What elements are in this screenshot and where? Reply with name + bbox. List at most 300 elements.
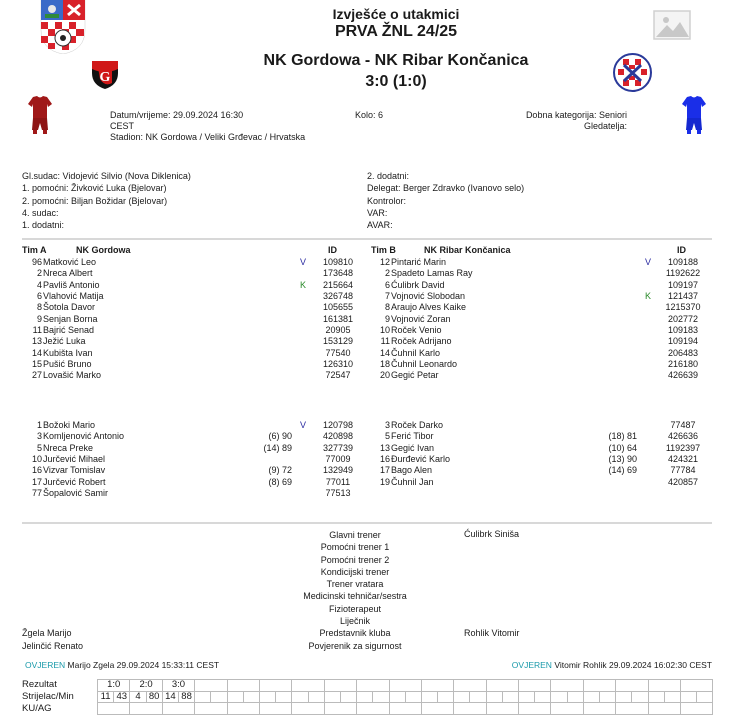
player-name: Božoki Mario [43,420,96,430]
team-b-head-coach: Ćulibrk Siniša [464,529,520,539]
player-id: 420898 [322,431,354,442]
player-row [22,477,362,488]
player-id: 327739 [322,442,354,453]
player-name: Vojnović Slobodan [391,291,466,302]
player-row [370,280,707,291]
player-mark [292,325,314,336]
player-id: 216180 [667,359,699,370]
ku-ag-cell [681,703,713,715]
age-category-block [526,110,627,132]
round: Kolo: 6 [355,110,384,120]
minute-cell [308,691,324,703]
minute-cell [405,691,421,703]
player-row [22,325,362,336]
player-name: Matković Leo [43,257,97,267]
player-mark [292,359,314,370]
scorer-cell [616,691,632,703]
player-name: Gegić Ivan [391,442,435,453]
scorer-cell [681,691,697,703]
player-number: 20 [379,370,390,381]
minute-cell [502,691,518,703]
player-name: Roček Adrijano [391,336,452,347]
team-a-name: NK Gordowa [76,245,131,255]
scorer-cell [292,691,308,703]
player-mark [637,336,659,347]
captain-mark: K [644,291,651,302]
ku-ag-cell [648,703,680,715]
result-cell [389,680,421,692]
substitution-info: (6) 90 [268,431,292,442]
team-b-name: NK Ribar Končanica [424,245,511,255]
minute-cell [535,691,551,703]
scorer-cell [648,691,664,703]
ku-ag-cell [98,703,130,715]
player-name: Senjan Borna [43,313,98,324]
ku-ag-cell [454,703,486,715]
scorer-cell [519,691,535,703]
result-cell [357,680,389,692]
player-number: 8 [384,302,390,313]
player-id: 326748 [322,291,354,302]
player-name: Jurčević Robert [43,476,106,487]
minute-cell [600,691,616,703]
player-number: 14 [31,347,42,358]
substitution-info [242,370,292,381]
player-id: 77513 [325,488,351,499]
ku-ag-cell [292,703,324,715]
scorer-cell: 4 [130,691,146,703]
substitution-info [242,454,292,465]
player-number: 19 [379,476,390,487]
minute-cell [632,691,648,703]
team-a-starters [22,257,362,382]
player-id: 109810 [322,257,354,267]
player-name: Nreca Preke [43,442,94,453]
player-mark [637,431,659,442]
substitution-info [242,488,292,499]
player-name: Kubišta Ivan [43,347,93,358]
player-id: 120798 [322,420,354,430]
player-mark [637,325,659,336]
player-row [22,291,362,302]
verified-by: Vitomir Rohlik 29.09.2024 16:02:30 CEST [554,660,712,670]
verification-right [512,660,712,670]
official-var: VAR: [367,207,388,218]
team-b-id-header: ID [677,245,686,255]
player-name: Vizvar Tomislav [43,465,106,476]
official-delegate: Delegat: Berger Zdravko (Ivanovo selo) [367,183,525,194]
staff-role: Povjerenik za sigurnost [308,640,402,651]
staff-role: Liječnik [339,616,370,627]
player-number: 18 [379,359,390,370]
player-id: 202772 [667,313,699,324]
report-title: Izvješće o utakmici [332,6,460,22]
player-row [370,268,707,279]
player-row [22,280,362,291]
player-row [22,257,362,268]
scorer-cell [421,691,437,703]
player-row [22,488,362,499]
minute-cell [438,691,454,703]
grid-row-ku-ag [98,703,713,715]
result-cell [583,680,615,692]
score-grid-labels [22,679,74,716]
player-row [370,302,707,313]
team-b-label: Tim B [371,245,396,255]
player-row [370,359,707,370]
player-row [22,268,362,279]
row-label-scorer: Strijelac/Min [22,691,74,703]
player-row [22,420,362,431]
substitution-info: (9) 72 [268,465,292,476]
player-name: Pintarić Marin [391,257,447,267]
result-cell [227,680,259,692]
player-row [22,359,362,370]
player-id: 77784 [670,465,696,476]
minute-cell: 88 [178,691,194,703]
minute-cell [243,691,259,703]
player-number: 15 [31,359,42,370]
player-name: Araujo Alves Kaike [391,302,467,313]
goalkeeper-mark: V [299,257,306,267]
row-label-ku-ag: KU/AG [22,703,52,715]
player-id: 77009 [325,454,351,465]
result-cell [616,680,648,692]
player-number: 13 [31,336,42,347]
team-a-club-rep: Žgela Marijo [22,628,72,638]
official-assistant-2: 2. pomoćni: Biljan Božidar (Bjelovar) [22,195,168,206]
player-row [22,314,362,325]
substitution-info [242,336,292,347]
result-cell [292,680,324,692]
player-name: Lovašić Marko [43,370,102,381]
match-title: NK Gordowa - NK Ribar Končanica [263,52,529,69]
substitution-info [587,420,637,431]
result-cell [519,680,551,692]
player-number: 10 [31,454,42,465]
player-number: 9 [384,313,390,324]
ku-ag-cell [519,703,551,715]
player-row [22,370,362,381]
ku-ag-cell [551,703,583,715]
player-name: Pušić Bruno [43,359,92,370]
result-cell [551,680,583,692]
spectators: Gledatelja: [583,121,627,131]
minute-cell [567,691,583,703]
substitution-info: (8) 69 [268,476,292,487]
player-row [22,431,362,442]
scorer-cell [324,691,340,703]
player-mark [292,477,314,488]
scorer-cell [486,691,502,703]
player-row [370,370,707,381]
substitution-info [242,420,292,431]
player-mark [292,291,314,302]
player-id: 132949 [322,465,354,476]
player-number: 10 [379,325,390,336]
substitution-info [587,370,637,381]
scorer-cell [583,691,599,703]
player-number: 27 [31,370,42,381]
result-cell: 2:0 [130,680,162,692]
verified-status: OVJEREN [25,660,66,670]
player-row [370,420,707,431]
grid-row-scorer [98,691,713,703]
scorer-cell [259,691,275,703]
player-number: 2 [36,268,42,279]
player-row [370,325,707,336]
player-id: 173648 [322,268,354,279]
player-number: 16 [31,465,42,476]
ku-ag-cell [130,703,162,715]
player-id: 424321 [667,454,699,465]
player-name: Bago Alen [391,465,433,476]
player-id: 109197 [667,279,699,290]
player-mark [637,348,659,359]
player-name: Vlahović Matija [43,291,104,302]
team-a-subs [22,420,362,499]
team-b-starters [370,257,707,382]
player-id: 105655 [322,302,354,313]
substitution-info [242,268,292,279]
player-number: 6 [36,291,42,302]
staff-role: Pomoćni trener 2 [320,554,390,565]
player-id: 153129 [322,336,354,347]
player-mark [637,314,659,325]
player-mark [292,348,314,359]
player-mark [637,370,659,381]
player-number: 12 [379,257,390,267]
player-mark [292,488,314,499]
player-name: Bajrić Senad [43,325,95,336]
substitution-info [587,477,637,488]
player-name: Đurđević Karlo [391,454,451,465]
player-name: Šopalović Samir [43,488,109,499]
goalkeeper-mark: V [644,257,651,267]
staff-role: Pomoćni trener 1 [320,542,390,553]
official-additional-1: 1. dodatni: [22,220,65,231]
result-cell [259,680,291,692]
substitution-info: (10) 64 [608,442,637,453]
ku-ag-cell [324,703,356,715]
substitution-info [587,348,637,359]
player-row [370,257,707,268]
player-number: 3 [384,420,390,430]
player-mark [637,420,659,431]
player-number: 8 [36,302,42,313]
substitution-info: (13) 90 [608,454,637,465]
substitution-info [242,359,292,370]
minute-cell [276,691,292,703]
age-category: Dobna kategorija: Seniori [525,110,627,120]
substitution-info: (14) 89 [263,442,292,453]
player-number: 9 [36,313,42,324]
ku-ag-cell [616,703,648,715]
player-id: 126310 [322,359,354,370]
ku-ag-cell [583,703,615,715]
player-id: 109183 [667,325,699,336]
player-row [370,443,707,454]
scorer-cell [227,691,243,703]
team-a-id-header: ID [328,245,337,255]
team-b-subs [370,420,707,488]
player-row [370,291,707,302]
player-row [22,336,362,347]
staff-role: Medicinski tehničar/sestra [303,591,407,602]
substitution-info [242,280,292,291]
player-mark [637,359,659,370]
home-kit-icon [28,96,52,134]
player-mark [637,443,659,454]
player-name: Čuhnil Leonardo [391,359,458,370]
datetime-line2: CEST [110,121,135,131]
scorer-cell [454,691,470,703]
player-id: 109188 [667,257,699,267]
staff-role: Glavni trener [329,530,381,540]
result-cell [681,680,713,692]
player-number: 5 [384,431,390,442]
player-row [370,348,707,359]
player-name: Nreca Albert [43,268,93,279]
player-number: 2 [384,268,390,279]
scorer-cell: 14 [162,691,178,703]
player-name: Pavliš Antonio [43,279,100,290]
row-label-result: Rezultat [22,679,57,690]
substitution-info [242,314,292,325]
player-row [22,443,362,454]
scorer-cell [357,691,373,703]
player-id: 77540 [325,347,351,358]
player-number: 96 [31,257,42,267]
result-cell [195,680,227,692]
player-number: 17 [379,465,390,476]
player-name: Ćulibrk David [391,279,445,290]
substitution-info [587,302,637,313]
player-number: 3 [36,431,42,442]
scorer-cell [389,691,405,703]
result-cell [421,680,453,692]
substitution-info [242,257,292,268]
goalkeeper-mark: V [299,420,306,430]
player-name: Čuhnil Karlo [391,347,441,358]
away-kit-icon [682,96,706,134]
substitution-info [587,257,637,268]
player-number: 11 [32,325,42,336]
player-name: Jurčević Mihael [43,454,106,465]
player-number: 7 [384,291,390,302]
result-cell: 3:0 [162,680,194,692]
player-id: 215664 [322,279,354,290]
official-controller: Kontrolor: [367,195,407,206]
result-cell [324,680,356,692]
player-id: 161381 [322,313,354,324]
ku-ag-cell [357,703,389,715]
verification-left [25,660,219,670]
divider [22,238,712,240]
scorer-cell: 11 [98,691,114,703]
ku-ag-cell [486,703,518,715]
player-number: 14 [379,347,390,358]
player-id: 426636 [667,431,699,442]
player-mark [292,302,314,313]
datetime-line1: Datum/vrijeme: 29.09.2024 16:30 [110,110,244,120]
ku-ag-cell [195,703,227,715]
staff-role: Kondicijski trener [320,566,390,577]
substitution-info [587,268,637,279]
substitution-info [587,291,637,302]
official-fourth: 4. sudac: [22,207,59,218]
player-number: 16 [379,454,390,465]
player-mark [292,454,314,465]
substitution-info [242,302,292,313]
scorer-cell [551,691,567,703]
player-number: 4 [36,279,42,290]
scorer-cell [195,691,211,703]
player-id: 109194 [667,336,699,347]
official-avar: AVAR: [367,220,393,231]
ku-ag-cell [227,703,259,715]
captain-mark: K [299,279,306,290]
player-number: 6 [384,279,390,290]
player-row [370,477,707,488]
result-cell: 1:0 [98,680,130,692]
substitution-info [587,336,637,347]
player-number: 77 [31,488,42,499]
staff-role: Trener vratara [326,579,384,590]
official-main-referee: Gl.sudac: Vidojević Silvio (Nova Diklenica) [22,171,191,181]
player-name: Ferić Tibor [391,431,434,442]
player-row [370,465,707,476]
player-row [370,314,707,325]
team-a-security: Jelinčić Renato [22,641,84,651]
competition-title: PRVA ŽNL 24/25 [334,23,458,40]
substitution-info [587,325,637,336]
result-cell [486,680,518,692]
match-score: 3:0 (1:0) [365,73,427,90]
result-cell [648,680,680,692]
substitution-info [587,314,637,325]
player-number: 17 [31,476,42,487]
official-assistant-1: 1. pomoćni: Živković Luka (Bjelovar) [22,183,167,194]
player-id: 1192622 [665,268,701,279]
player-mark [637,280,659,291]
player-id: 206483 [667,347,699,358]
substitution-info [242,291,292,302]
minute-cell [211,691,227,703]
player-name: Ježić Luka [43,336,86,347]
player-mark [637,454,659,465]
score-grid [97,679,713,715]
officials-left [22,170,191,231]
substitution-info: (18) 81 [608,431,637,442]
stadium: Stadion: NK Gordowa / Veliki Grđevac / Hrvatska [110,132,306,142]
player-name: Vojnović Zoran [391,313,451,324]
minute-cell: 80 [146,691,162,703]
player-mark [637,477,659,488]
substitution-info [587,359,637,370]
player-number: 13 [379,442,390,453]
player-name: Roček Darko [391,420,444,430]
substitution-info [587,280,637,291]
verified-status: OVJEREN [511,660,552,670]
player-row [370,454,707,465]
player-name: Roček Venio [391,325,442,336]
svg-text:G: G [99,70,111,85]
player-mark [292,431,314,442]
player-number: 1 [36,420,42,430]
official-additional-2: 2. dodatni: [367,171,410,181]
result-cell [454,680,486,692]
